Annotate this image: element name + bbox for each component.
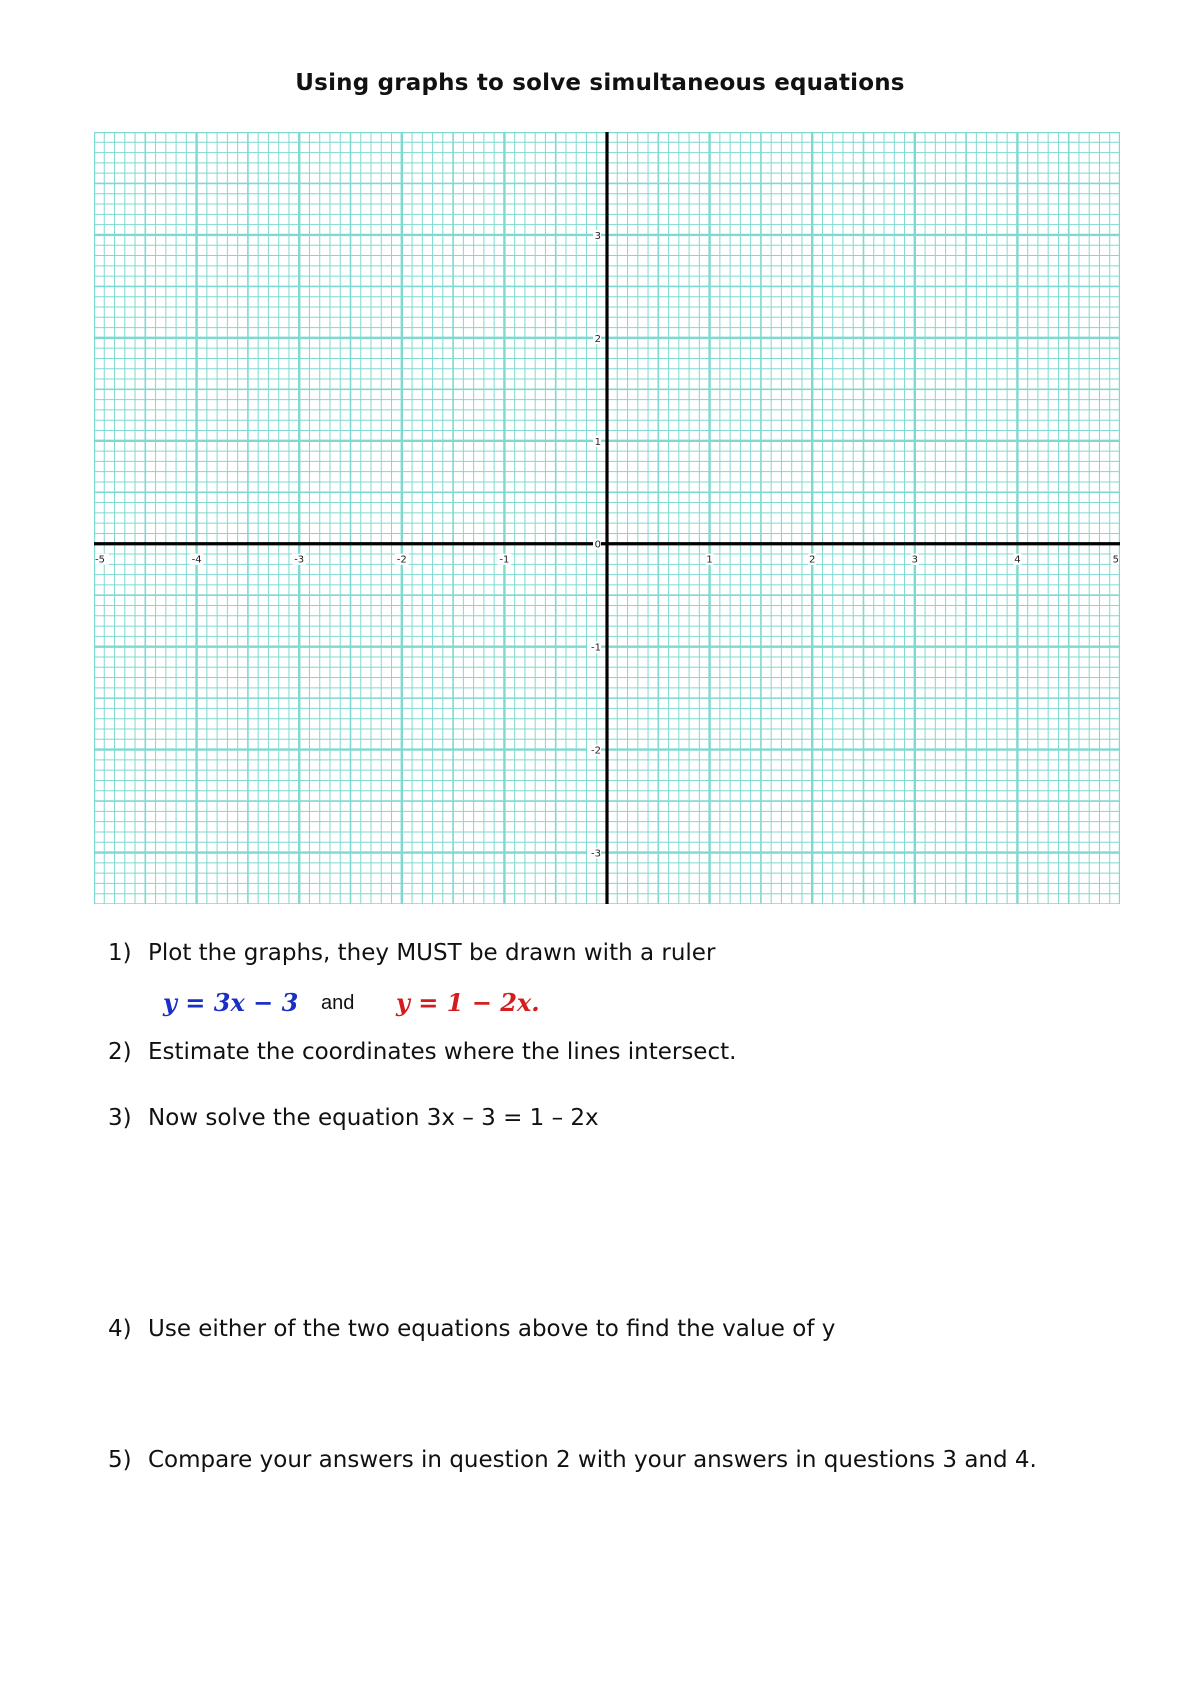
- question-text: Use either of the two equations above to find the value of y: [148, 1316, 836, 1342]
- y-tick-label: 3: [594, 230, 601, 242]
- question-number: 4): [108, 1316, 132, 1342]
- x-tick-label: 5: [1112, 554, 1119, 566]
- x-tick-label: -1: [499, 554, 510, 566]
- x-tick-label: -4: [191, 554, 202, 566]
- question-4: [108, 1316, 835, 1342]
- x-tick-label: -5: [95, 554, 105, 566]
- y-tick-label: 0: [594, 539, 601, 551]
- question-text: Now solve the equation 3x – 3 = 1 – 2x: [148, 1105, 599, 1131]
- question-5: [108, 1447, 1037, 1473]
- question-number: 2): [108, 1039, 132, 1065]
- question-2: [108, 1039, 736, 1065]
- y-tick-label: 1: [594, 436, 601, 448]
- equation-red: y = 1 − 2x.: [396, 988, 540, 1017]
- y-tick-label: 2: [594, 333, 601, 345]
- x-tick-label: -2: [396, 554, 407, 566]
- x-tick-label: 1: [706, 554, 713, 566]
- question-text: Plot the graphs, they MUST be drawn with a ruler: [148, 940, 716, 966]
- y-tick-label: -1: [591, 642, 601, 654]
- graph-paper: [94, 132, 1120, 904]
- coordinate-grid: [94, 132, 1120, 904]
- page-title: Using graphs to solve simultaneous equations: [295, 70, 905, 96]
- question-text: Compare your answers in question 2 with your answers in questions 3 and 4.: [148, 1447, 1037, 1473]
- x-tick-label: 2: [809, 554, 816, 566]
- x-tick-label: 4: [1014, 554, 1021, 566]
- question-1: [108, 940, 715, 966]
- y-tick-label: -2: [591, 745, 601, 757]
- x-tick-label: -3: [294, 554, 305, 566]
- question-3: [108, 1105, 599, 1131]
- x-tick-label: 3: [911, 554, 918, 566]
- question-number: 5): [108, 1447, 132, 1473]
- question-number: 3): [108, 1105, 132, 1131]
- equation-joiner: and: [321, 992, 355, 1014]
- equation-blue: y = 3x − 3: [163, 988, 299, 1017]
- question-text: Estimate the coordinates where the lines intersect.: [148, 1039, 737, 1065]
- y-tick-label: -3: [591, 848, 601, 860]
- question-number: 1): [108, 940, 132, 966]
